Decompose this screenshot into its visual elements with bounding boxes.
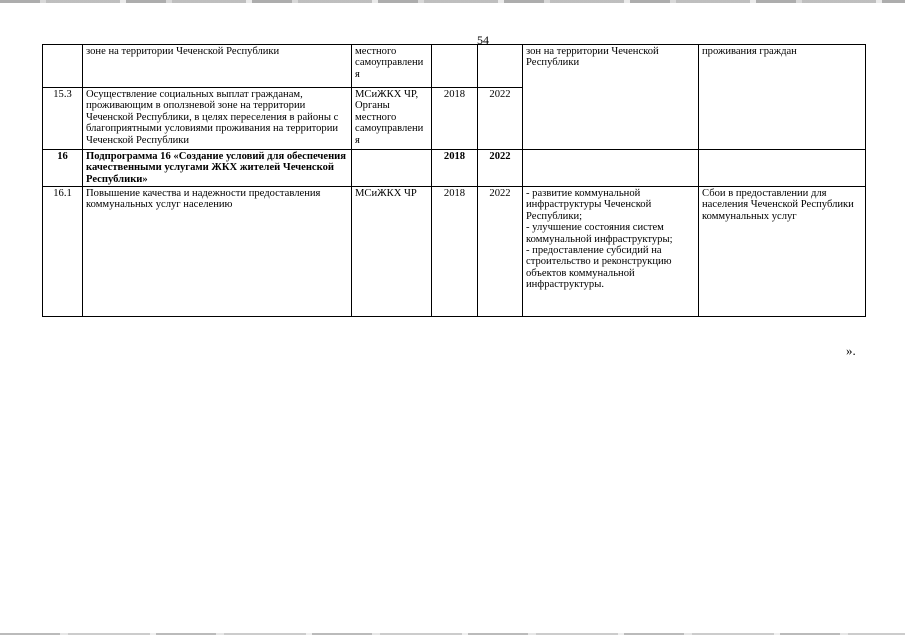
result-line: - развитие коммунальной инфраструктуры Чеченской Республики;	[526, 188, 652, 222]
executor-cell: МСиЖКХ ЧР	[352, 187, 432, 317]
closing-quote-mark: ».	[846, 343, 856, 358]
executor-cell	[352, 150, 432, 187]
start-year-cell	[432, 45, 478, 88]
expected-result-cell	[523, 187, 699, 317]
row-number: 16	[43, 150, 83, 187]
start-year-cell: 2018	[432, 187, 478, 317]
row-number	[43, 45, 83, 88]
consequence-cell	[699, 150, 866, 187]
page-number: 54	[477, 33, 489, 47]
scan-edge-top	[0, 0, 905, 3]
consequence-cell: проживания граждан	[699, 45, 866, 150]
expected-result-cell: зон на территории Чеченской Республики	[523, 45, 699, 150]
row-number: 15.3	[43, 88, 83, 150]
measure-cell: зоне на территории Чеченской Республики	[83, 45, 352, 88]
scan-edge-bottom	[0, 633, 905, 635]
consequence-cell: Сбои в предоставлении для населения Чеченской Республики коммунальных услуг	[699, 187, 866, 317]
subprogram-title-cell: Подпрограмма 16 «Создание условий для обеспечения качественными услугами ЖКХ жителей Чеченской Республики»	[83, 150, 352, 187]
expected-result-cell	[523, 150, 699, 187]
table-row	[43, 187, 866, 317]
start-year-cell: 2018	[432, 88, 478, 150]
executor-cell: МСиЖКХ ЧР, Органы местного самоуправления	[352, 88, 432, 150]
table-row	[43, 45, 866, 88]
measure-cell: Повышение качества и надежности предоставления коммунальных услуг населению	[83, 187, 352, 317]
start-year-cell: 2018	[432, 150, 478, 187]
program-measures-table	[42, 44, 866, 317]
end-year-cell: 2022	[478, 88, 523, 150]
end-year-cell: 2022	[478, 187, 523, 317]
table-row-subprogram	[43, 150, 866, 187]
end-year-cell	[478, 45, 523, 88]
result-line: - предоставление субсидий на строительство и реконструкцию объектов коммунальной инфраструктуры.	[526, 245, 672, 291]
end-year-cell: 2022	[478, 150, 523, 187]
result-line: - улучшение состояния систем коммунальной инфраструктуры;	[526, 222, 673, 245]
measure-cell: Осуществление социальных выплат гражданам, проживающим в оползневой зоне на территории Чеченской Республики, в целях переселения в районы с благоприятными условиями проживания на территории Чеченской Республики	[83, 88, 352, 150]
executor-cell: местного самоуправления	[352, 45, 432, 88]
row-number: 16.1	[43, 187, 83, 317]
